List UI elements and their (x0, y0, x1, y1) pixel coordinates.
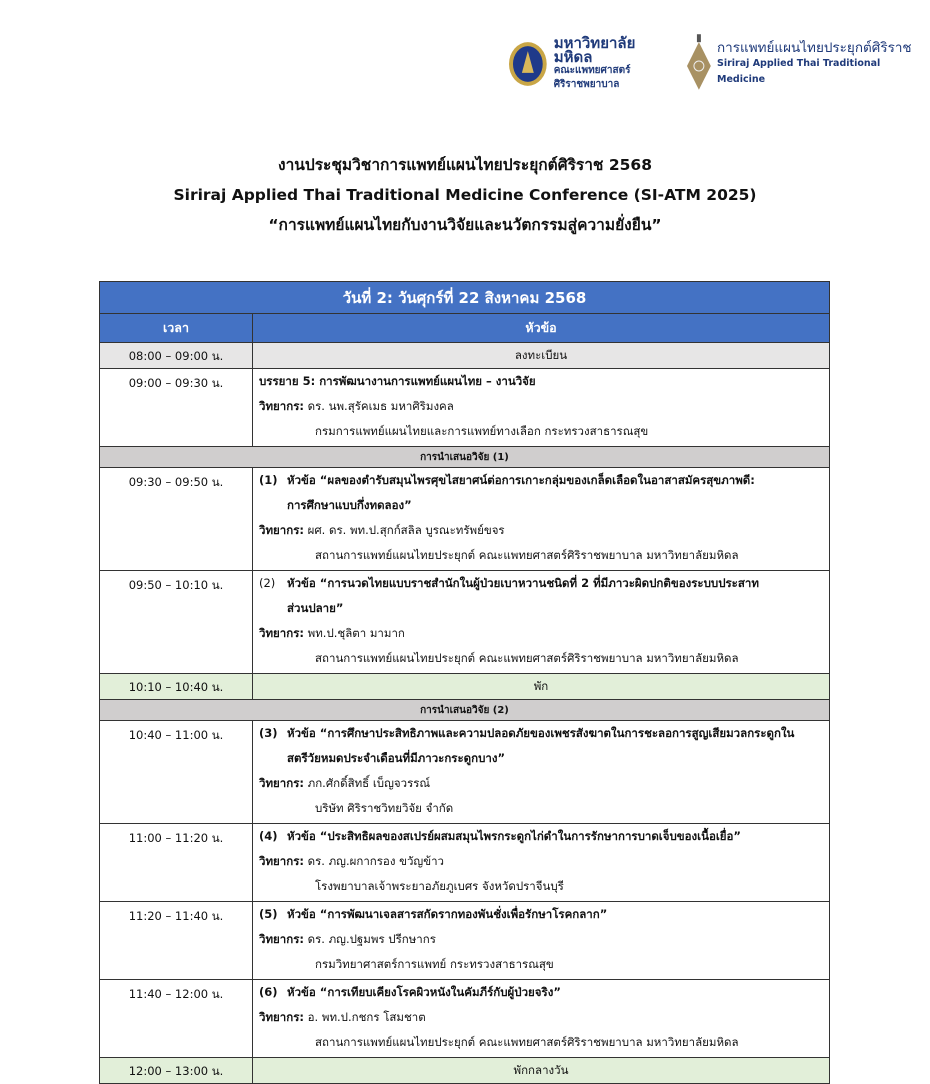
time-cell: 09:30 – 09:50 น. (100, 468, 253, 571)
atm-name-th: การแพทย์แผนไทยประยุกต์ศิริราช (717, 40, 912, 56)
topic-cell: พัก (253, 674, 830, 700)
mahidol-seal-icon (508, 41, 548, 87)
table-row (100, 674, 830, 700)
topic-cell (253, 902, 830, 980)
table-row (100, 343, 830, 369)
table-row (100, 468, 830, 571)
speaker-name: ดร. ภญ.ปฐมพร ปรีกษากร (307, 932, 436, 946)
affiliation: กรมการแพทย์แผนไทยและการแพทย์ทางเลือก กระทรวงสาธารณสุข (315, 424, 649, 438)
schedule-table (99, 281, 830, 1084)
affiliation: กรมวิทยาศาสตร์การแพทย์ กระทรวงสาธารณสุข (315, 957, 554, 971)
affiliation: สถานการแพทย์แผนไทยประยุกต์ คณะแพทยศาสตร์ศิริราชพยาบาล มหาวิทยาลัยมหิดล (315, 548, 739, 562)
hospital-name: ศิริราชพยาบาล (553, 79, 620, 90)
speaker-name: ภก.ศักดิ์สิทธิ์ เบ็ญจวรรณ์ (307, 776, 431, 790)
talk-title-line1: หัวข้อ “ประสิทธิผลของสเปรย์ผสมสมุนไพรกระดูกไก่ดำในการรักษาการบาดเจ็บของเนื้อเยื่อ” (287, 829, 741, 843)
topic-cell: พักกลางวัน (253, 1058, 830, 1084)
mahidol-name: มหาวิทยาลัยมหิดล (553, 34, 636, 66)
speaker-name: ดร. นพ.สุรัคเมธ มหาศิริมงคล (307, 399, 454, 413)
faculty-name: คณะแพทยศาสตร์ (553, 65, 631, 76)
speaker-label: วิทยากร: (259, 932, 304, 946)
col-topic-header: หัวข้อ (253, 314, 830, 343)
speaker-label: วิทยากร: (259, 399, 304, 413)
talk-title-line1: หัวข้อ “ผลของตำรับสมุนไพรศุขไสยาศน์ต่อการเกาะกลุ่มของเกล็ดเลือดในอาสาสมัครสุขภาพดี: (287, 473, 755, 487)
title-english: Siriraj Applied Thai Traditional Medicine Conference (SI-ATM 2025) (173, 186, 757, 204)
talk-title (259, 824, 823, 849)
time-cell: 09:50 – 10:10 น. (100, 571, 253, 674)
affiliation: โรงพยาบาลเจ้าพระยาอภัยภูเบศร จังหวัดปราจีนบุรี (315, 879, 564, 893)
time-cell: 08:00 – 09:00 น. (100, 343, 253, 369)
atm-name-en: Siriraj Applied Thai Traditional Medicine (717, 58, 881, 85)
talk-title (259, 980, 823, 1005)
talk-title-line1: หัวข้อ “การนวดไทยแบบราชสำนักในผู้ป่วยเบาหวานชนิดที่ 2 ที่มีภาวะผิดปกติของระบบประสาท (287, 576, 759, 590)
time-cell: 10:10 – 10:40 น. (100, 674, 253, 700)
title-theme: “การแพทย์แผนไทยกับงานวิจัยและนวัตกรรมสู่ความยั่งยืน” (268, 216, 662, 234)
talk-number: (1) (259, 473, 278, 487)
topic-cell (253, 721, 830, 824)
speaker-label: วิทยากร: (259, 523, 304, 537)
talk-number: (2) (259, 576, 276, 590)
talk-number: (6) (259, 985, 278, 999)
topic-cell (253, 824, 830, 902)
affiliation: บริษัท ศิริราชวิทยวิจัย จำกัด (315, 801, 454, 815)
time-cell: 11:20 – 11:40 น. (100, 902, 253, 980)
mahidol-logo-text (554, 36, 674, 92)
time-cell: 10:40 – 11:00 น. (100, 721, 253, 824)
topic-cell (253, 468, 830, 571)
talk-title-line2: การศึกษาแบบกึ่งทดลอง” (287, 498, 412, 512)
talk-title (259, 902, 823, 927)
header-logos (508, 34, 930, 94)
table-row (100, 1058, 830, 1084)
topic-cell (253, 369, 830, 447)
speaker-label: วิทยากร: (259, 626, 304, 640)
table-row (100, 980, 830, 1058)
table-row (100, 902, 830, 980)
talk-title (259, 571, 823, 596)
speaker-label: วิทยากร: (259, 776, 304, 790)
lecture-title: บรรยาย 5: การพัฒนางานการแพทย์แผนไทย – งานวิจัย (259, 374, 536, 388)
time-cell: 11:00 – 11:20 น. (100, 824, 253, 902)
talk-number: (4) (259, 829, 278, 843)
atm-logo-text (717, 40, 930, 88)
conference-title (0, 150, 930, 240)
title-thai: งานประชุมวิชาการแพทย์แผนไทยประยุกต์ศิริราช 2568 (278, 156, 652, 174)
talk-title-line1: หัวข้อ “การพัฒนาเจลสารสกัดรากทองพันชั่งเพื่อรักษาโรคกลาก” (287, 907, 608, 921)
talk-title (259, 721, 823, 746)
table-row (100, 571, 830, 674)
table-row (100, 369, 830, 447)
topic-cell: ลงทะเบียน (253, 343, 830, 369)
affiliation: สถานการแพทย์แผนไทยประยุกต์ คณะแพทยศาสตร์ศิริราชพยาบาล มหาวิทยาลัยมหิดล (315, 651, 739, 665)
col-time-header: เวลา (100, 314, 253, 343)
section-header: การนำเสนอวิจัย (2) (100, 700, 830, 721)
talk-number: (5) (259, 907, 278, 921)
talk-title-line2: สตรีวัยหมดประจำเดือนที่มีภาวะกระดูกบาง” (287, 751, 506, 765)
speaker-label: วิทยากร: (259, 854, 304, 868)
topic-cell (253, 571, 830, 674)
topic-cell (253, 980, 830, 1058)
time-cell: 09:00 – 09:30 น. (100, 369, 253, 447)
speaker-label: วิทยากร: (259, 1010, 304, 1024)
speaker-name: ผศ. ดร. พท.ป.สุกก์สลิล บูรณะทรัพย์ขจร (307, 523, 505, 537)
speaker-name: อ. พท.ป.กชกร โสมชาต (307, 1010, 426, 1024)
time-cell: 12:00 – 13:00 น. (100, 1058, 253, 1084)
affiliation: สถานการแพทย์แผนไทยประยุกต์ คณะแพทยศาสตร์ศิริราชพยาบาล มหาวิทยาลัยมหิดล (315, 1035, 739, 1049)
table-row (100, 824, 830, 902)
table-row (100, 721, 830, 824)
speaker-name: พท.ป.ชุลิตา มามาก (307, 626, 405, 640)
talk-title-line1: หัวข้อ “การศึกษาประสิทธิภาพและความปลอดภัยของเพชรสังฆาตในการชะลอการสูญเสียมวลกระดูกใน (287, 726, 795, 740)
speaker-name: ดร. ภญ.ผกากรอง ขวัญข้าว (307, 854, 445, 868)
atm-diamond-logo-icon (687, 34, 711, 94)
time-cell: 11:40 – 12:00 น. (100, 980, 253, 1058)
day-header: วันที่ 2: วันศุกร์ที่ 22 สิงหาคม 2568 (100, 282, 830, 314)
talk-title (259, 468, 823, 493)
talk-number: (3) (259, 726, 278, 740)
section-header: การนำเสนอวิจัย (1) (100, 447, 830, 468)
talk-title-line1: หัวข้อ “การเทียบเคียงโรคผิวหนังในคัมภีร์กับผู้ป่วยจริง” (287, 985, 561, 999)
talk-title-line2: ส่วนปลาย” (287, 601, 344, 615)
